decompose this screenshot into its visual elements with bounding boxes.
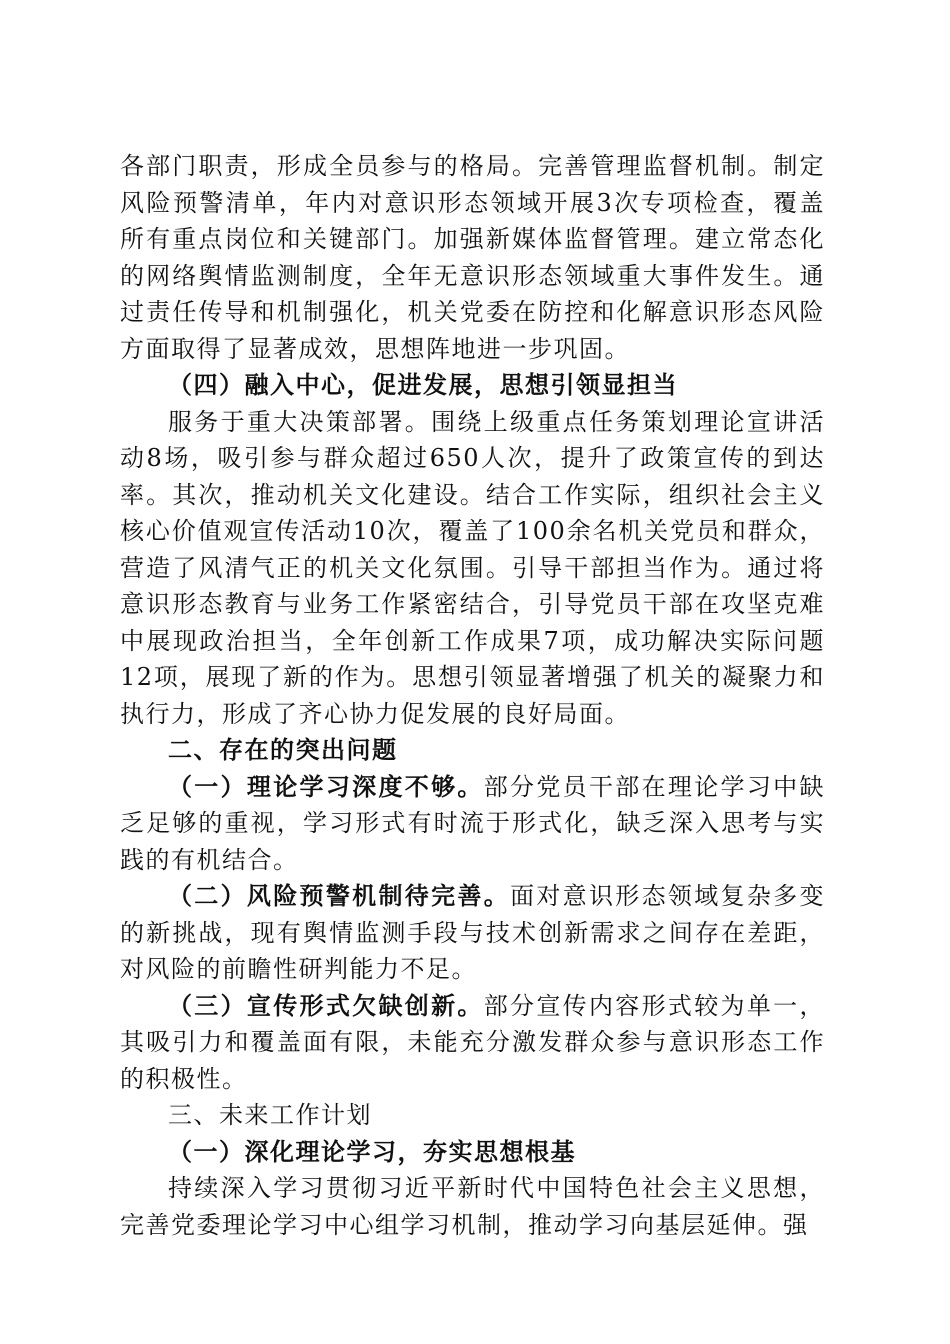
plan-one-heading: （一）深化理论学习，夯实思想根基 xyxy=(168,1136,576,1166)
issue-three-lead: （三）宣传形式欠缺创新。 xyxy=(168,990,484,1020)
plan-one-body: 持续深入学习贯彻习近平新时代中国特色社会主义思想，完善党委理论学习中心组学习机制，推动学习向基层延伸。强 xyxy=(120,1174,825,1239)
subheading-four: （四）融入中心，促进发展，思想引领显担当 xyxy=(168,370,678,399)
issue-three xyxy=(120,988,825,1098)
issue-one xyxy=(120,769,825,879)
issue-three-body: 部分宣传内容形式较为单一，其吸引力和覆盖面有限，未能充分激发群众参与意识形态工作的积极性。 xyxy=(120,991,825,1093)
document-page xyxy=(120,148,825,1243)
paragraph-responsibility: 各部门职责，形成全员参与的格局。完善管理监督机制。制定风险预警清单，年内对意识形态领域开展3次专项检查，覆盖所有重点岗位和关键部门。加强新媒体监督管理。建立常态化的网络舆情监测制度，全年无意识形态领域重大事件发生。通过责任传导和机制强化，机关党委在防控和化解意识形态风险方面取得了显著成效，思想阵地进一步巩固。 xyxy=(120,152,825,363)
issue-two-lead: （二）风险预警机制待完善。 xyxy=(168,881,511,910)
section-heading-issues: 二、存在的突出问题 xyxy=(168,736,398,764)
section-heading-plan: 三、未来工作计划 xyxy=(168,1101,372,1129)
issue-one-lead: （一）理论学习深度不够。 xyxy=(168,771,484,801)
paragraph-development: 服务于重大决策部署。围绕上级重点任务策划理论宣讲活动8场，吸引参与群众超过650人次，提升了政策宣传的到达率。其次，推动机关文化建设。结合工作实际，组织社会主义核心价值观宣传活动10次，覆盖了100余名机关党员和群众，营造了风清气正的机关文化氛围。引导干部担当作为。通过将意识形态教育与业务工作紧密结合，引导党员干部在攻坚克难中展现政治担当，全年创新工作成果7项，成功解决实际问题12项，展现了新的作为。思想引领显著增强了机关的凝聚力和执行力，形成了齐心协力促发展的良好局面。 xyxy=(120,407,825,728)
issue-one-body: 部分党员干部在理论学习中缺乏足够的重视，学习形式有时流于形式化，缺乏深入思考与实践的有机结合。 xyxy=(120,772,825,874)
issue-two xyxy=(120,878,825,988)
issue-two-body: 面对意识形态领域复杂多变的新挑战，现有舆情监测手段与技术创新需求之间存在差距，对风险的前瞻性研判能力不足。 xyxy=(120,882,825,983)
